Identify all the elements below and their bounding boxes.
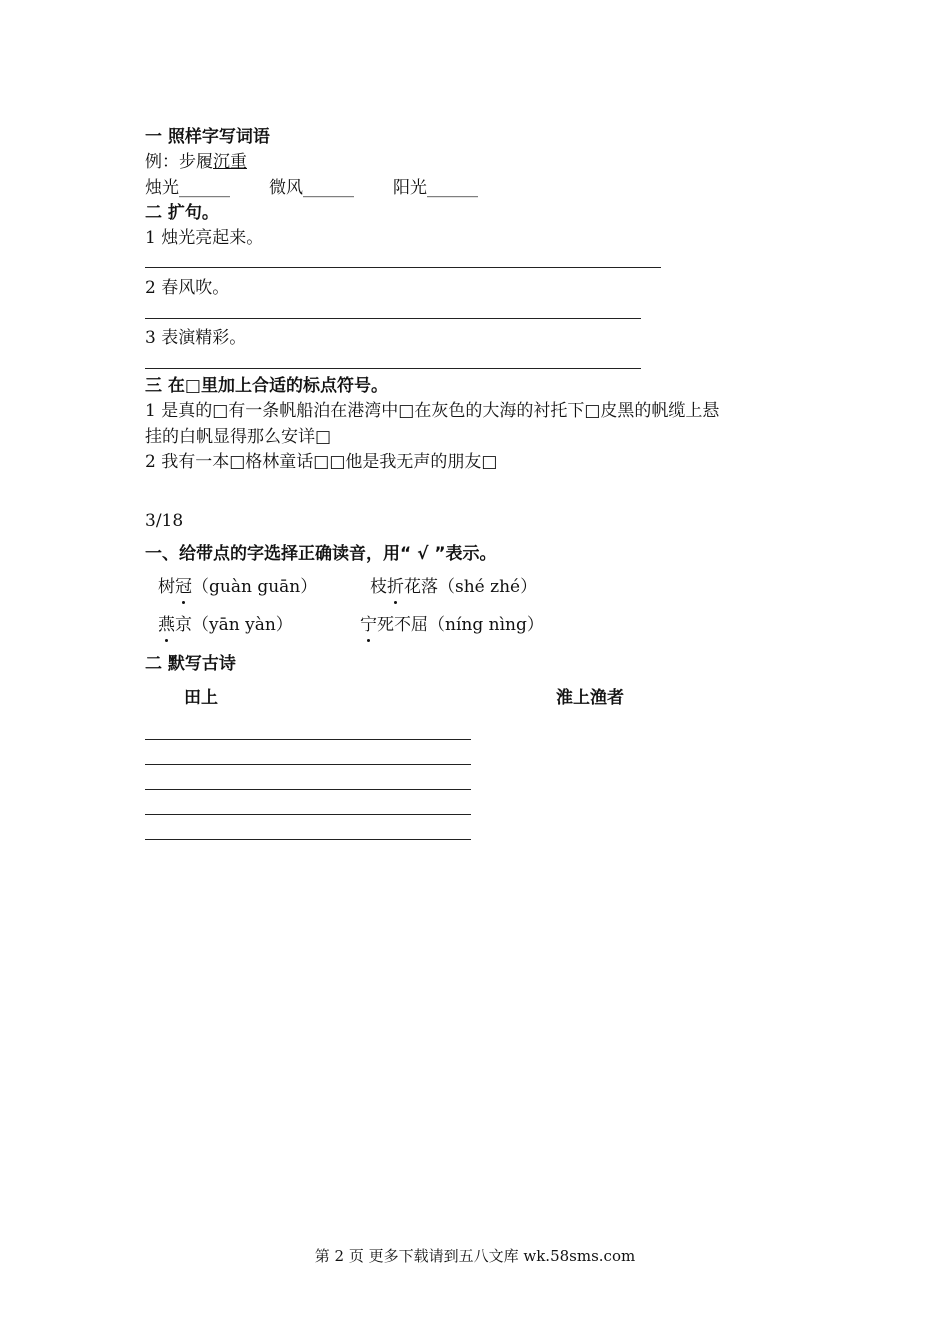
page-marker: 3/18 (145, 511, 184, 531)
expand-item-1: 1 烛光亮起来。 (145, 228, 264, 248)
punct-item-2: 2 我有一本□格林童话□□他是我无声的朋友□ (145, 452, 498, 472)
answer-line (145, 318, 641, 319)
pinyin-options: 死不屈（níng nìng） (377, 615, 544, 635)
example-prefix: 例：步履 (145, 152, 213, 172)
word-item-1: 烛光______ (145, 178, 230, 198)
writing-line (145, 739, 471, 740)
pinyin-item-3 (158, 614, 293, 636)
word-item-2: 微风______ (269, 178, 354, 198)
pinyin-item-1 (158, 576, 317, 598)
writing-line (145, 814, 471, 815)
word-item-3: 阳光______ (393, 178, 478, 198)
writing-line (145, 789, 471, 790)
section1-title: 一 照样字写词语 (145, 127, 270, 147)
section4-title: 一、给带点的字选择正确读音，用“ √ ”表示。 (145, 544, 497, 564)
punct-item-1-cont: 挂的白帆显得那么安详□ (145, 427, 332, 447)
writing-line (145, 764, 471, 765)
pinyin-options: 花落（shé zhé） (404, 577, 538, 597)
dotted-char: 燕 (158, 615, 175, 635)
writing-line (145, 839, 471, 840)
example-underlined: 沉重 (213, 152, 247, 172)
dotted-char: 宁 (360, 615, 377, 635)
poem1-title: 田上 (184, 688, 218, 708)
example-line (145, 151, 247, 173)
expand-item-2: 2 春风吹。 (145, 278, 230, 298)
page-footer: 第 2 页 更多下载请到五八文库 wk.58sms.com (314, 1247, 636, 1265)
poem2-title: 淮上渔者 (556, 688, 624, 708)
dotted-char: 冠 (175, 577, 192, 597)
pinyin-options: （guàn guān） (192, 577, 318, 597)
section2-title: 二 扩句。 (145, 203, 219, 223)
expand-item-3: 3 表演精彩。 (145, 328, 247, 348)
section5-title: 二 默写古诗 (145, 654, 236, 674)
section3-title: 三 在□里加上合适的标点符号。 (145, 376, 388, 396)
pinyin-item-text: 枝 (370, 577, 387, 597)
answer-line (145, 267, 661, 268)
pinyin-options: 京（yān yàn） (175, 615, 293, 635)
pinyin-item-2 (370, 576, 537, 598)
dotted-char: 折 (387, 577, 404, 597)
answer-line (145, 368, 641, 369)
punct-item-1: 1 是真的□有一条帆船泊在港湾中□在灰色的大海的衬托下□皮黑的帆缆上悬 (145, 401, 720, 421)
pinyin-item-text: 树 (158, 577, 175, 597)
pinyin-item-4 (360, 614, 544, 636)
